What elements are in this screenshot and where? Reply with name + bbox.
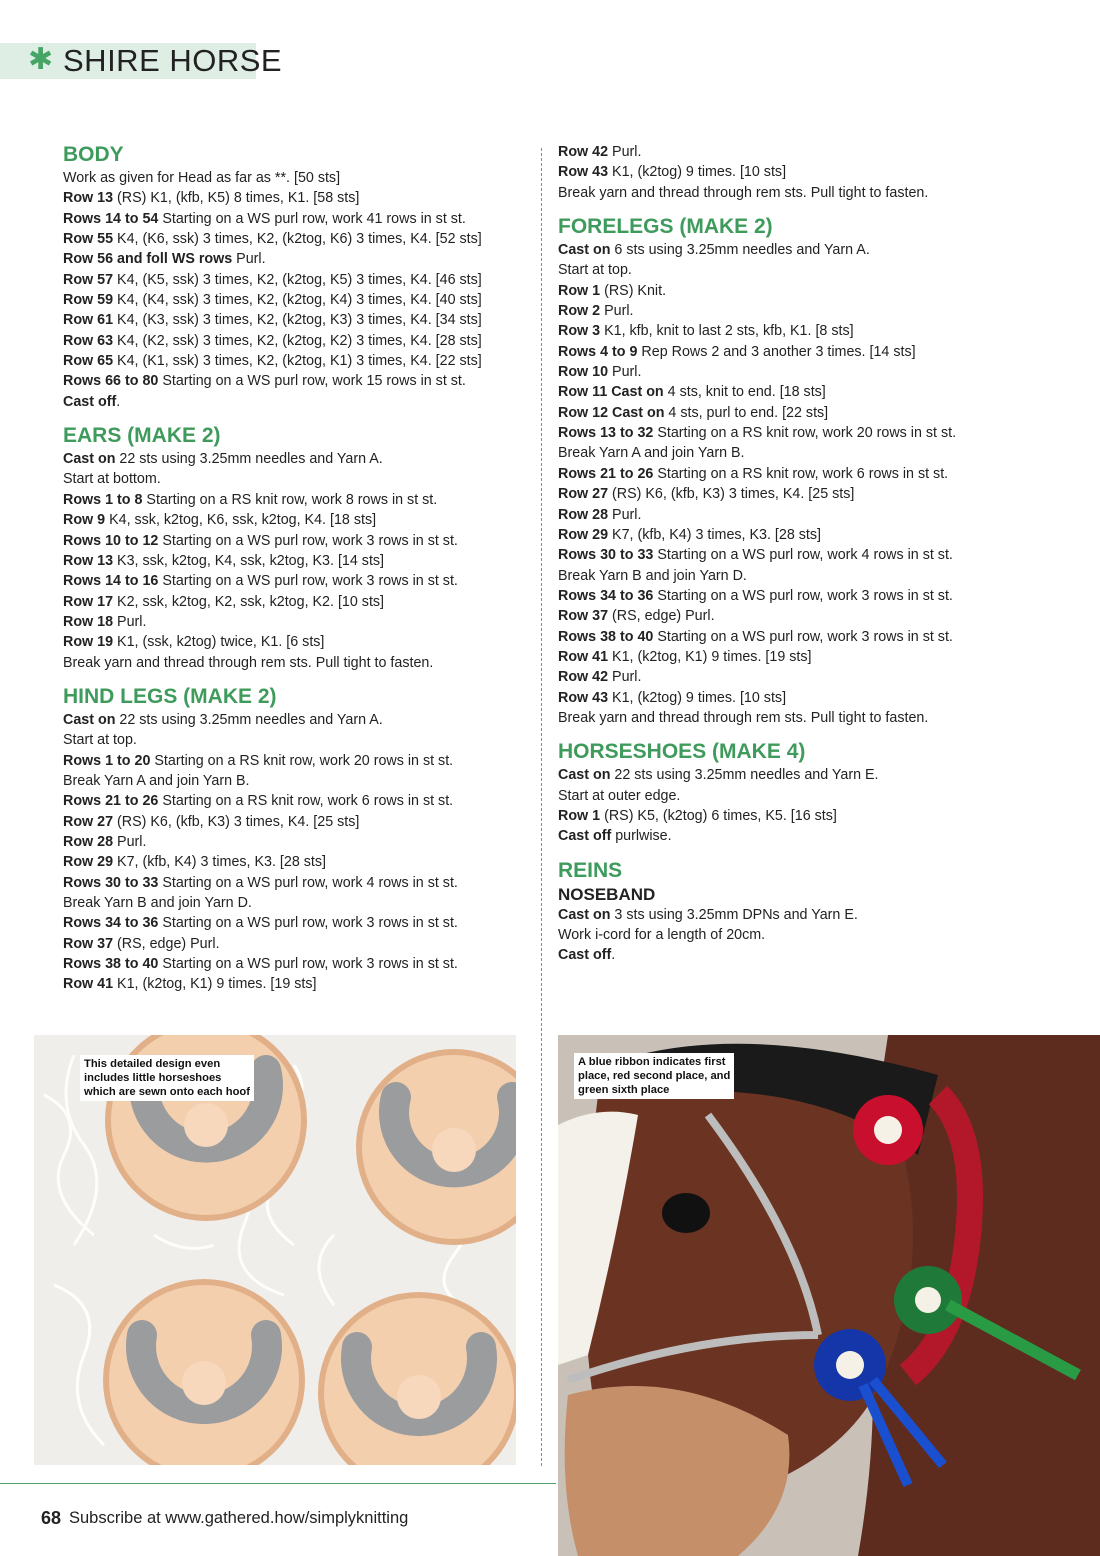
row-instruction: Starting on a WS purl row, work 3 rows in st st. <box>158 956 458 973</box>
row-instruction: Purl. <box>608 364 642 381</box>
row-label: Row 37 <box>63 935 114 952</box>
row-label: Row 42 <box>558 669 609 686</box>
row-instruction: K1, (k2tog, K1) 9 times. [19 sts] <box>113 976 317 993</box>
pattern-line <box>63 832 533 852</box>
row-label: Row 59 <box>63 292 114 309</box>
row-label: Row 56 and foll WS rows <box>63 251 233 268</box>
pattern-line <box>63 893 533 913</box>
row-label: Row 41 <box>558 648 609 665</box>
row-label: Cast on <box>63 711 116 728</box>
pattern-line <box>558 281 1038 301</box>
row-label: Row 9 <box>63 512 106 529</box>
section-reins <box>558 858 1038 966</box>
row-label: Rows 4 to 9 <box>558 343 638 360</box>
caption-line: which are sewn onto each hoof <box>84 1086 250 1098</box>
row-label: Row 43 <box>558 689 609 706</box>
section-heading: REINS <box>558 858 623 882</box>
row-label: Row 1 <box>558 282 601 299</box>
row-instruction: K1, kfb, knit to last 2 sts, kfb, K1. [8 sts] <box>600 323 854 340</box>
row-label: Rows 21 to 26 <box>558 465 654 482</box>
row-label: Row 13 <box>63 552 114 569</box>
row-instruction: Purl. <box>113 833 147 850</box>
pattern-line <box>63 730 533 750</box>
row-instruction: Break yarn and thread through rem sts. Pull tight to fasten. <box>63 654 434 671</box>
row-instruction: Starting on a RS knit row, work 20 rows in st st. <box>150 752 454 769</box>
pattern-line <box>558 786 1038 806</box>
horse-caption <box>574 1053 734 1099</box>
pattern-line <box>558 484 1038 504</box>
horseshoes-caption <box>80 1055 254 1101</box>
row-instruction: Starting on a WS purl row, work 3 rows in st st. <box>653 587 953 604</box>
row-label: Row 17 <box>63 593 114 610</box>
pattern-line <box>63 771 533 791</box>
row-instruction: K1, (k2tog) 9 times. [10 sts] <box>608 689 787 706</box>
pattern-line <box>63 551 533 571</box>
pattern-line <box>63 632 533 652</box>
pattern-line <box>63 974 533 994</box>
row-instruction: Purl. <box>113 613 147 630</box>
pattern-line <box>63 612 533 632</box>
row-instruction: Break yarn and thread through rem sts. Pull tight to fasten. <box>558 184 929 201</box>
pattern-line <box>558 382 1038 402</box>
row-instruction: Start at top. <box>63 732 137 749</box>
row-instruction: K1, (k2tog) 9 times. [10 sts] <box>608 164 787 181</box>
row-instruction: 3 sts using 3.25mm DPNs and Yarn E. <box>610 906 858 923</box>
pattern-line <box>63 592 533 612</box>
row-instruction: Purl. <box>608 669 642 686</box>
row-instruction: Break yarn and thread through rem sts. Pull tight to fasten. <box>558 709 929 726</box>
row-instruction: Purl. <box>232 251 266 268</box>
pattern-line <box>63 469 533 489</box>
row-label: Row 37 <box>558 608 609 625</box>
flower-icon: ✱ <box>28 43 54 76</box>
row-label: Row 18 <box>63 613 114 630</box>
row-instruction: Starting on a WS purl row, work 15 rows in st st. <box>158 373 466 390</box>
row-instruction: Rep Rows 2 and 3 another 3 times. [14 sts] <box>637 343 916 360</box>
row-instruction: K4, (K4, ssk) 3 times, K2, (k2tog, K4) 3 times, K4. [40 sts] <box>113 292 482 309</box>
page-number: 68 <box>41 1508 62 1528</box>
row-instruction: Start at outer edge. <box>558 787 681 804</box>
pattern-line <box>558 525 1038 545</box>
row-label: Rows 66 to 80 <box>63 373 159 390</box>
row-instruction: K1, (ssk, k2tog) twice, K1. [6 sts] <box>113 634 325 651</box>
pattern-line <box>63 751 533 771</box>
pattern-line <box>558 586 1038 606</box>
row-label: Row 57 <box>63 271 114 288</box>
row-instruction: 22 sts using 3.25mm needles and Yarn A. <box>115 451 383 468</box>
pattern-line <box>558 403 1038 423</box>
row-label: Cast off <box>558 828 612 845</box>
pattern-line <box>558 806 1038 826</box>
row-instruction: (RS) K6, (kfb, K3) 3 times, K4. [25 sts] <box>113 813 360 830</box>
pattern-line <box>63 490 533 510</box>
row-instruction: Purl. <box>608 144 642 160</box>
row-instruction: 4 sts, purl to end. [22 sts] <box>664 404 829 421</box>
section-heading: HIND LEGS (MAKE 2) <box>63 684 277 708</box>
row-label: Row 11 Cast on <box>558 384 664 401</box>
pattern-line <box>558 443 1038 463</box>
row-label: Cast off <box>558 947 612 964</box>
row-label: Row 61 <box>63 312 114 329</box>
row-label: Rows 1 to 8 <box>63 491 143 508</box>
pattern-line <box>558 342 1038 362</box>
pattern-line <box>63 510 533 530</box>
row-instruction: Starting on a RS knit row, work 6 rows in st st. <box>158 793 454 810</box>
pattern-line <box>558 826 1038 846</box>
row-label: Row 28 <box>63 833 114 850</box>
row-instruction: 22 sts using 3.25mm needles and Yarn E. <box>610 767 879 784</box>
pattern-line <box>63 873 533 893</box>
horse-eye <box>662 1193 710 1233</box>
horseshoe-top-right <box>359 1052 516 1242</box>
column-divider <box>541 148 542 1466</box>
pattern-line <box>558 925 1038 945</box>
pattern-line <box>63 653 533 673</box>
pattern-line <box>558 142 1038 162</box>
row-label: Cast on <box>63 451 116 468</box>
pattern-line <box>63 168 533 188</box>
row-label: Rows 14 to 16 <box>63 573 159 590</box>
row-label: Row 2 <box>558 303 601 320</box>
row-instruction: 6 sts using 3.25mm needles and Yarn A. <box>610 242 870 259</box>
row-instruction: K7, (kfb, K4) 3 times, K3. [28 sts] <box>113 854 327 871</box>
row-instruction: Starting on a WS purl row, work 4 rows in st st. <box>158 874 458 891</box>
pattern-line <box>63 188 533 208</box>
row-label: Row 43 <box>558 164 609 181</box>
row-instruction: . <box>611 947 616 964</box>
pattern-line <box>558 240 1038 260</box>
horse-photo <box>558 1035 1100 1556</box>
pattern-line <box>558 464 1038 484</box>
row-label: Row 27 <box>558 486 609 503</box>
subscribe-link[interactable]: Subscribe at www.gathered.how/simplyknitting <box>69 1509 409 1527</box>
row-label: Rows 38 to 40 <box>63 956 159 973</box>
row-label: Row 10 <box>558 364 609 381</box>
row-instruction: (RS) K1, (kfb, K5) 8 times, K1. [58 sts] <box>113 190 360 207</box>
row-instruction: Start at bottom. <box>63 471 161 488</box>
row-instruction: K7, (kfb, K4) 3 times, K3. [28 sts] <box>608 526 822 543</box>
pattern-line <box>63 852 533 872</box>
row-instruction: Break Yarn B and join Yarn D. <box>558 567 747 584</box>
row-instruction: Work as given for Head as far as **. [50 sts] <box>63 170 341 186</box>
row-instruction: K4, ssk, k2tog, K6, ssk, k2tog, K4. [18 sts] <box>105 512 377 529</box>
pattern-line <box>63 449 533 469</box>
right-column <box>558 142 1038 966</box>
caption-line: place, red second place, and <box>578 1070 731 1082</box>
row-instruction: Starting on a WS purl row, work 3 rows in st st. <box>158 532 458 549</box>
pattern-line <box>558 321 1038 341</box>
section-heading: EARS (MAKE 2) <box>63 424 221 448</box>
caption-line: includes little horseshoes <box>84 1072 222 1084</box>
pattern-line <box>63 812 533 832</box>
pattern-line <box>558 566 1038 586</box>
pattern-line <box>63 310 533 330</box>
caption-line: A blue ribbon indicates first <box>578 1056 726 1068</box>
caption-line: This detailed design even <box>84 1058 221 1070</box>
page-title: SHIRE HORSE <box>63 43 283 78</box>
section-subheading: NOSEBAND <box>558 884 656 904</box>
row-label: Row 19 <box>63 634 114 651</box>
row-instruction: Break Yarn A and join Yarn B. <box>558 445 745 462</box>
row-label: Rows 13 to 32 <box>558 425 654 442</box>
pattern-line <box>63 710 533 730</box>
row-instruction: Starting on a RS knit row, work 6 rows in st st. <box>653 465 949 482</box>
row-label: Row 12 Cast on <box>558 404 665 421</box>
pattern-line <box>558 708 1038 728</box>
row-label: Row 1 <box>558 807 601 824</box>
pattern-line <box>63 913 533 933</box>
row-instruction: . <box>116 393 121 410</box>
pattern-line <box>63 934 533 954</box>
row-instruction: K4, (K3, ssk) 3 times, K2, (k2tog, K3) 3 times, K4. [34 sts] <box>113 312 482 329</box>
pattern-line <box>558 647 1038 667</box>
pattern-line <box>63 229 533 249</box>
section-horseshoes-make-4 <box>558 739 1038 846</box>
row-instruction: Starting on a RS knit row, work 20 rows in st st. <box>653 425 957 442</box>
section-heading: FORELEGS (MAKE 2) <box>558 215 773 239</box>
pattern-line <box>63 531 533 551</box>
row-instruction: K4, (K6, ssk) 3 times, K2, (k2tog, K6) 3 times, K4. [52 sts] <box>113 231 482 248</box>
row-instruction: (RS) Knit. <box>600 282 667 299</box>
pattern-line <box>63 249 533 269</box>
pattern-line <box>63 290 533 310</box>
row-instruction: (RS) K5, (k2tog) 6 times, K5. [16 sts] <box>600 807 837 824</box>
pattern-line <box>558 183 1038 203</box>
pattern-line <box>63 371 533 391</box>
row-instruction: (RS) K6, (kfb, K3) 3 times, K4. [25 sts] <box>608 486 855 503</box>
row-label: Rows 10 to 12 <box>63 532 159 549</box>
row-instruction: Work i-cord for a length of 20cm. <box>558 927 766 943</box>
row-label: Row 41 <box>63 976 114 993</box>
horse-illustration <box>558 1035 1100 1556</box>
row-instruction: K3, ssk, k2tog, K4, ssk, k2tog, K3. [14 sts] <box>113 552 385 569</box>
horseshoe-bottom-right <box>321 1295 516 1465</box>
row-instruction: Start at top. <box>558 262 632 279</box>
row-instruction: Break Yarn A and join Yarn B. <box>63 772 250 789</box>
caption-line: green sixth place <box>578 1084 670 1096</box>
row-label: Row 29 <box>558 526 609 543</box>
row-instruction: K4, (K5, ssk) 3 times, K2, (k2tog, K5) 3 times, K4. [46 sts] <box>113 271 482 288</box>
row-label: Row 55 <box>63 231 114 248</box>
pattern-line <box>63 331 533 351</box>
row-instruction: Break Yarn B and join Yarn D. <box>63 895 252 911</box>
row-label: Rows 34 to 36 <box>558 587 654 604</box>
pattern-line <box>558 423 1038 443</box>
row-instruction: (RS, edge) Purl. <box>608 608 715 625</box>
pattern-line <box>558 362 1038 382</box>
row-instruction: Starting on a WS purl row, work 3 rows in st st. <box>653 628 953 645</box>
row-instruction: K4, (K1, ssk) 3 times, K2, (k2tog, K1) 3 times, K4. [22 sts] <box>113 353 482 370</box>
pattern-line <box>558 301 1038 321</box>
row-instruction: Starting on a WS purl row, work 41 rows in st st. <box>158 210 466 227</box>
pattern-line <box>63 351 533 371</box>
pattern-line <box>558 627 1038 647</box>
pattern-line <box>558 765 1038 785</box>
pattern-line <box>558 905 1038 925</box>
row-label: Row 27 <box>63 813 114 830</box>
row-instruction: Purl. <box>600 303 634 320</box>
left-column <box>63 142 533 995</box>
row-label: Rows 1 to 20 <box>63 752 151 769</box>
row-instruction: 22 sts using 3.25mm needles and Yarn A. <box>115 711 383 728</box>
row-label: Cast on <box>558 906 611 923</box>
footer-rule <box>0 1483 556 1484</box>
row-instruction: purlwise. <box>611 828 672 845</box>
row-label: Row 29 <box>63 854 114 871</box>
row-instruction: Starting on a WS purl row, work 3 rows in st st. <box>158 573 458 590</box>
section-body <box>63 142 533 412</box>
row-instruction: Starting on a RS knit row, work 8 rows in st st. <box>142 491 438 508</box>
section-continued <box>558 142 1038 203</box>
horseshoes-photo <box>34 1035 516 1465</box>
row-label: Cast on <box>558 767 611 784</box>
horseshoe-bottom-left <box>106 1282 302 1465</box>
row-instruction: 4 sts, knit to end. [18 sts] <box>663 384 826 401</box>
section-heading: HORSESHOES (MAKE 4) <box>558 740 806 764</box>
section-forelegs-make-2 <box>558 214 1038 728</box>
row-label: Row 28 <box>558 506 609 523</box>
row-label: Rows 30 to 33 <box>558 547 654 564</box>
pattern-line <box>558 667 1038 687</box>
pattern-line <box>558 260 1038 280</box>
row-label: Rows 34 to 36 <box>63 915 159 932</box>
row-instruction: K1, (k2tog, K1) 9 times. [19 sts] <box>608 648 812 665</box>
pattern-line <box>63 954 533 974</box>
pattern-line <box>558 945 1038 965</box>
pattern-line <box>558 545 1038 565</box>
row-instruction: Starting on a WS purl row, work 3 rows in st st. <box>158 915 458 932</box>
row-instruction: K2, ssk, k2tog, K2, ssk, k2tog, K2. [10 sts] <box>113 593 385 610</box>
row-instruction: Purl. <box>608 506 642 523</box>
row-instruction: K4, (K2, ssk) 3 times, K2, (k2tog, K2) 3 times, K4. [28 sts] <box>113 332 482 349</box>
row-label: Row 63 <box>63 332 114 349</box>
row-label: Rows 14 to 54 <box>63 210 159 227</box>
row-label: Row 13 <box>63 190 114 207</box>
pattern-line <box>63 209 533 229</box>
row-label: Row 42 <box>558 144 609 160</box>
row-label: Rows 30 to 33 <box>63 874 159 891</box>
row-instruction: Starting on a WS purl row, work 4 rows in st st. <box>653 547 953 564</box>
pattern-line <box>63 571 533 591</box>
section-hind-legs-make-2 <box>63 684 533 995</box>
pattern-line <box>558 606 1038 626</box>
pattern-line <box>63 392 533 412</box>
row-label: Cast off <box>63 393 117 410</box>
pattern-line <box>558 162 1038 182</box>
row-instruction: (RS, edge) Purl. <box>113 935 220 952</box>
pattern-line <box>63 270 533 290</box>
section-heading: BODY <box>63 143 124 166</box>
row-label: Row 3 <box>558 323 601 340</box>
pattern-line <box>558 505 1038 525</box>
row-label: Rows 38 to 40 <box>558 628 654 645</box>
pattern-line <box>558 688 1038 708</box>
section-ears-make-2 <box>63 423 533 673</box>
row-label: Row 65 <box>63 353 114 370</box>
row-label: Cast on <box>558 242 611 259</box>
pattern-line <box>63 791 533 811</box>
row-label: Rows 21 to 26 <box>63 793 159 810</box>
